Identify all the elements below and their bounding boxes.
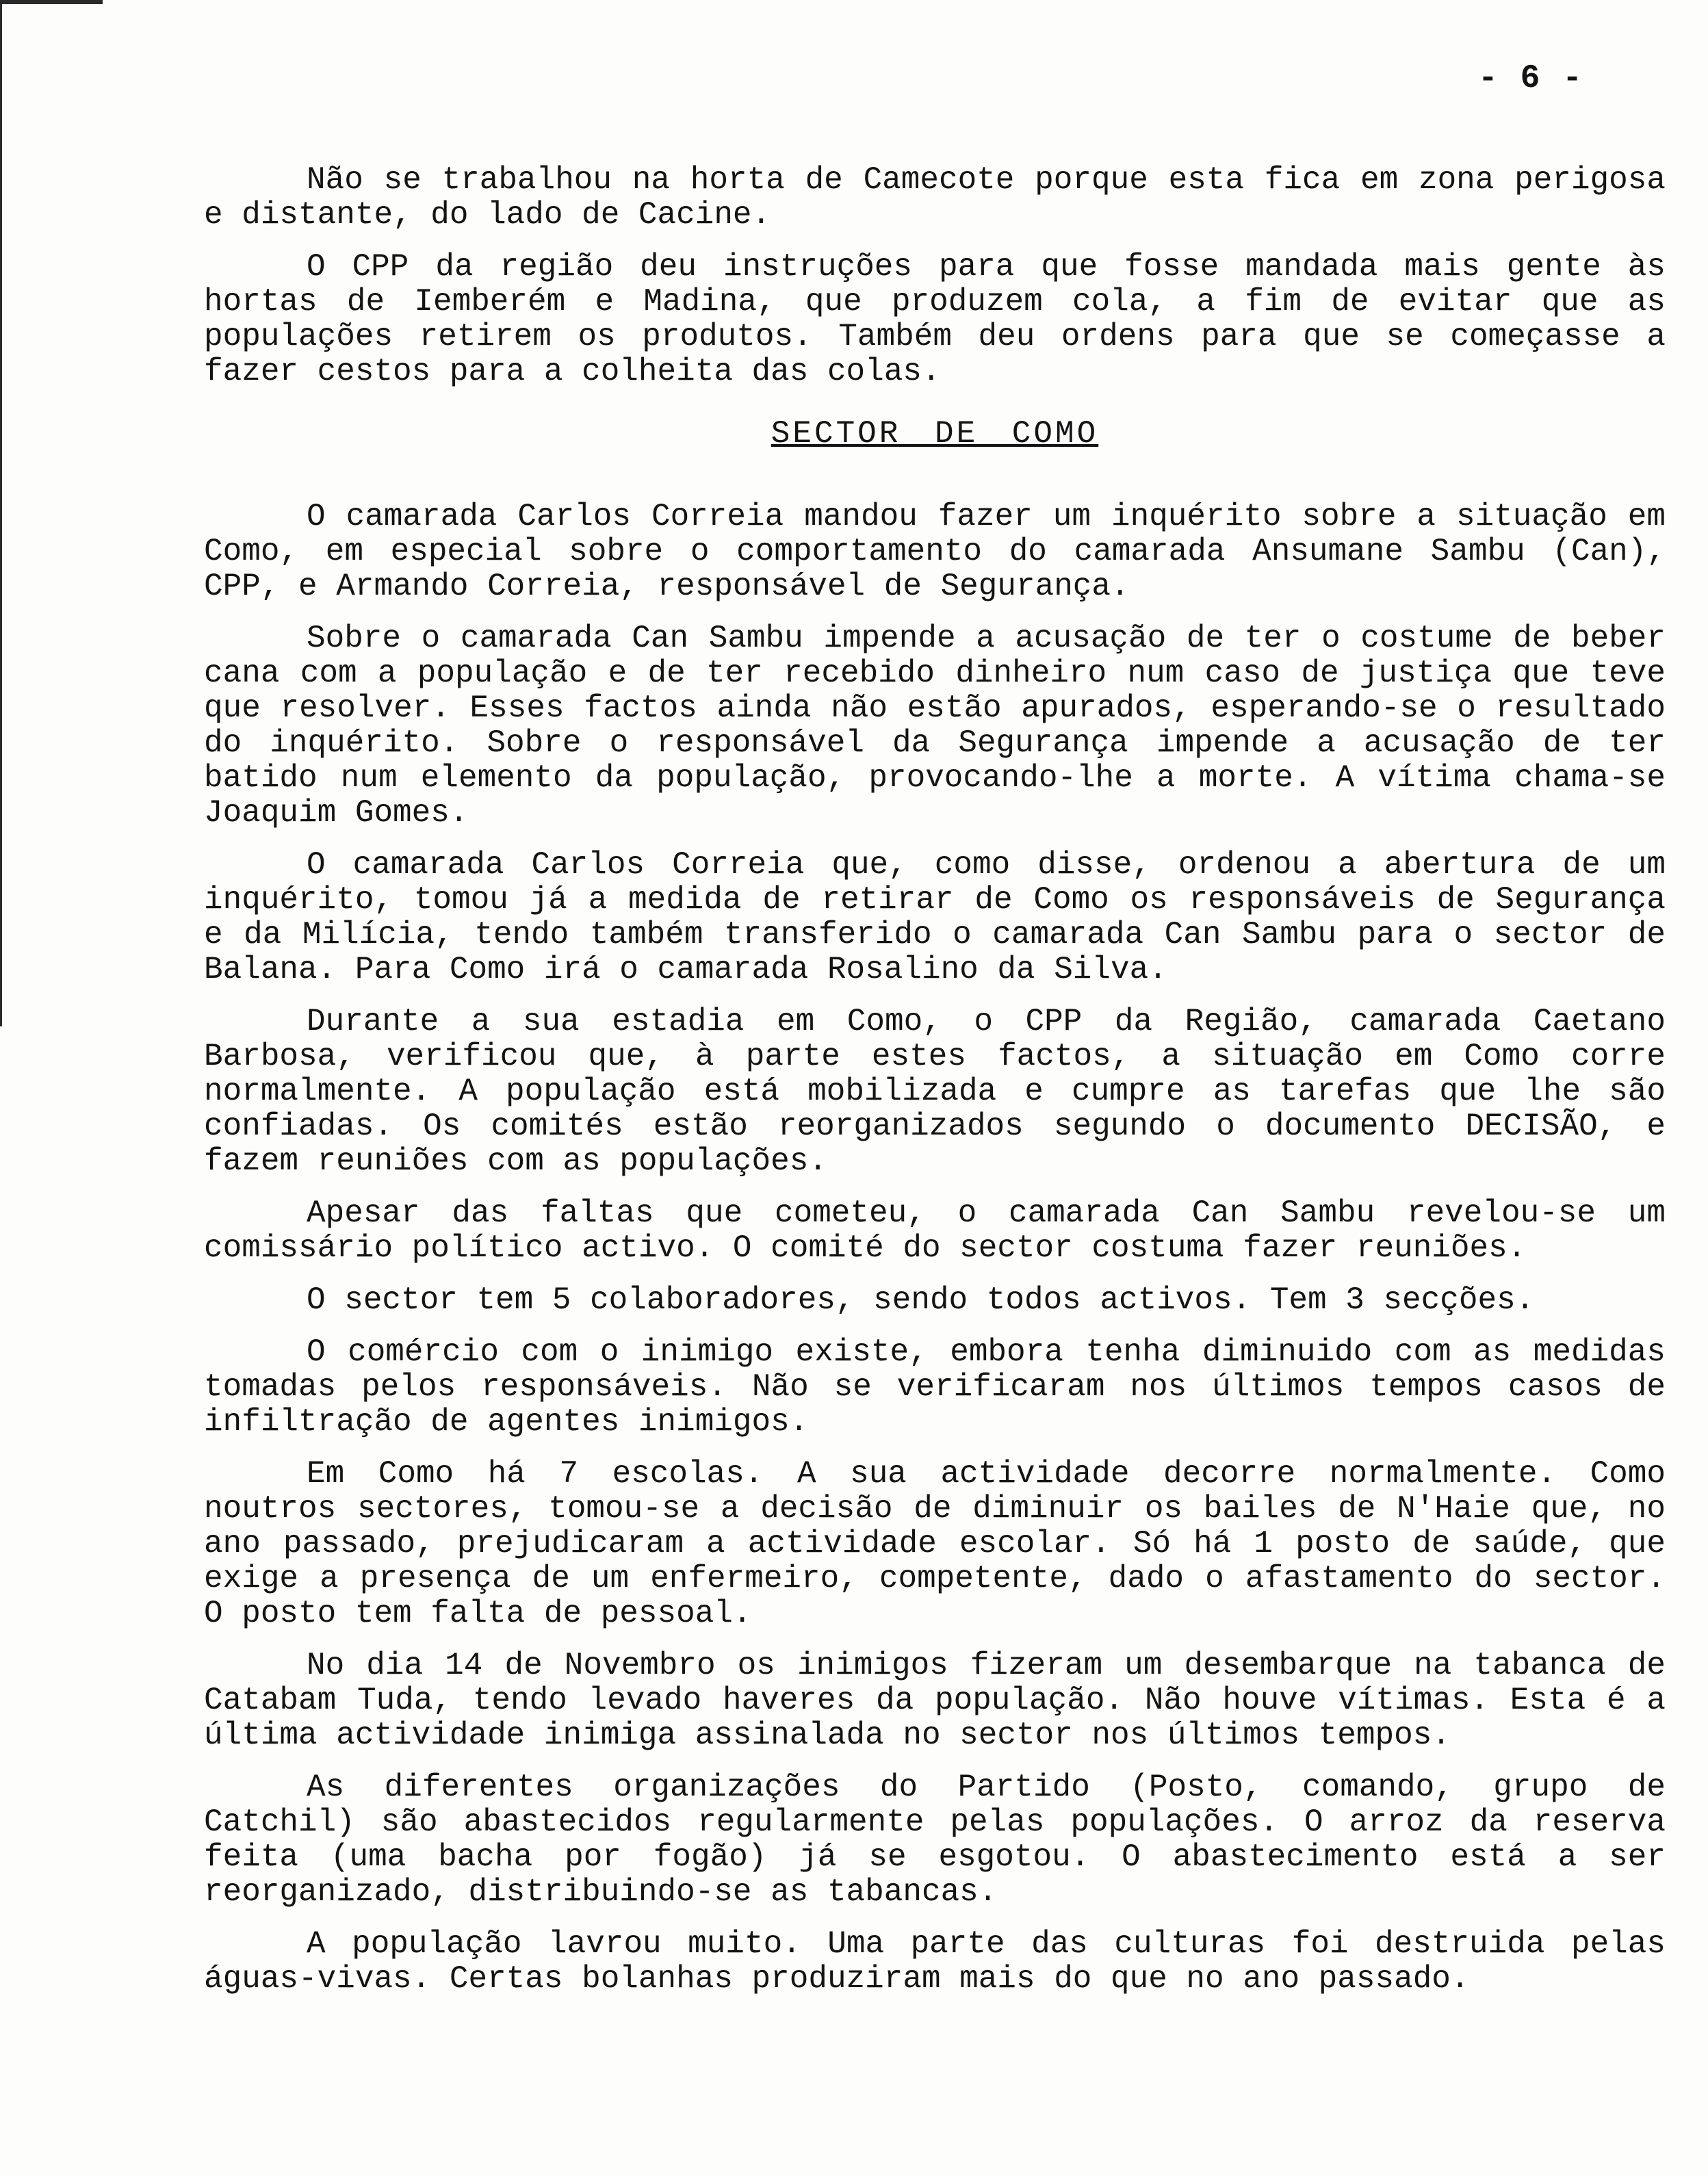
scan-edge-line <box>0 0 2 1026</box>
paragraph: O camarada Carlos Correia mandou fazer um inquérito sobre a situação em Como, em especial sobre o comportamento do camarada Ansumane Sambu (Can), CPP, e Armando Correia, responsável de Segurança. <box>204 499 1666 604</box>
paragraph: O sector tem 5 colaboradores, sendo todos activos. Tem 3 secções. <box>307 1282 1535 1318</box>
page-number: - 6 - <box>1478 60 1584 97</box>
scan-corner-mark <box>0 0 103 4</box>
paragraph: O comércio com o inimigo existe, embora tenha diminuido com as medidas tomadas pelos responsáveis. Não se verificaram nos últimos tempos casos de infiltração de agentes inimigos. <box>204 1334 1666 1440</box>
paragraph: Durante a sua estadia em Como, o CPP da Região, camarada Caetano Barbosa, verificou que, à parte estes factos, a situação em Como corre normalmente. A população está mobilizada e cumpre as tarefas que lhe são confiadas. Os comités estão reorganizados segundo o documento DECISÃO, e fazem reuniões com as populações. <box>204 1004 1666 1179</box>
paragraph: No dia 14 de Novembro os inimigos fizeram um desembarque na tabanca de Catabam Tuda, tendo levado haveres da população. Não houve vítimas. Esta é a última actividade inimiga assinalada no sector nos últimos tempos. <box>204 1648 1666 1753</box>
paragraph: O CPP da região deu instruções para que fosse mandada mais gente às hortas de Iemberém e Madina, que produzem cola, a fim de evitar que as populações retirem os produtos. Também deu ordens para que se começasse a fazer cestos para a colheita das colas. <box>204 249 1666 389</box>
paragraph: Não se trabalhou na horta de Camecote porque esta fica em zona perigosa e distante, do lado de Cacine. <box>204 162 1666 233</box>
paragraph: A população lavrou muito. Uma parte das culturas foi destruida pelas águas-vivas. Certas bolanhas produziram mais do que no ano passado. <box>204 1926 1666 1997</box>
paragraph: Sobre o camarada Can Sambu impende a acusação de ter o costume de beber cana com a população e de ter recebido dinheiro num caso de justiça que teve que resolver. Esses factos ainda não estão apurados, esperando-se o resultado do inquérito. Sobre o responsável da Segurança impende a acusação de ter batido num elemento da população, provocando-lhe a morte. A vítima chama-se Joaquim Gomes. <box>204 621 1666 831</box>
paragraph: Em Como há 7 escolas. A sua actividade decorre normalmente. Como noutros sectores, tomou-se a decisão de diminuir os bailes de N'Haie que, no ano passado, prejudicaram a actividade escolar. Só há 1 posto de saúde, que exige a presença de um enfermeiro, competente, dado o afastamento do sector. O posto tem falta de pessoal. <box>204 1456 1666 1631</box>
paragraph: O camarada Carlos Correia que, como disse, ordenou a abertura de um inquérito, tomou já a medida de retirar de Como os responsáveis de Segurança e da Milícia, tendo também transferido o camarada Can Sambu para o sector de Balana. Para Como irá o camarada Rosalino da Silva. <box>204 847 1666 987</box>
document-body <box>204 163 1666 2014</box>
paragraph: As diferentes organizações do Partido (Posto, comando, grupo de Catchil) são abastecidos regularmente pelas populações. O arroz da reserva feita (uma bacha por fogão) já se esgotou. O abastecimento está a ser reorganizado, distribuindo-se as tabancas. <box>204 1770 1666 1910</box>
section-heading: SECTOR DE COMO <box>771 416 1099 452</box>
paragraph: Apesar das faltas que cometeu, o camarada Can Sambu revelou-se um comissário político activo. O comité do sector costuma fazer reuniões. <box>204 1195 1666 1266</box>
